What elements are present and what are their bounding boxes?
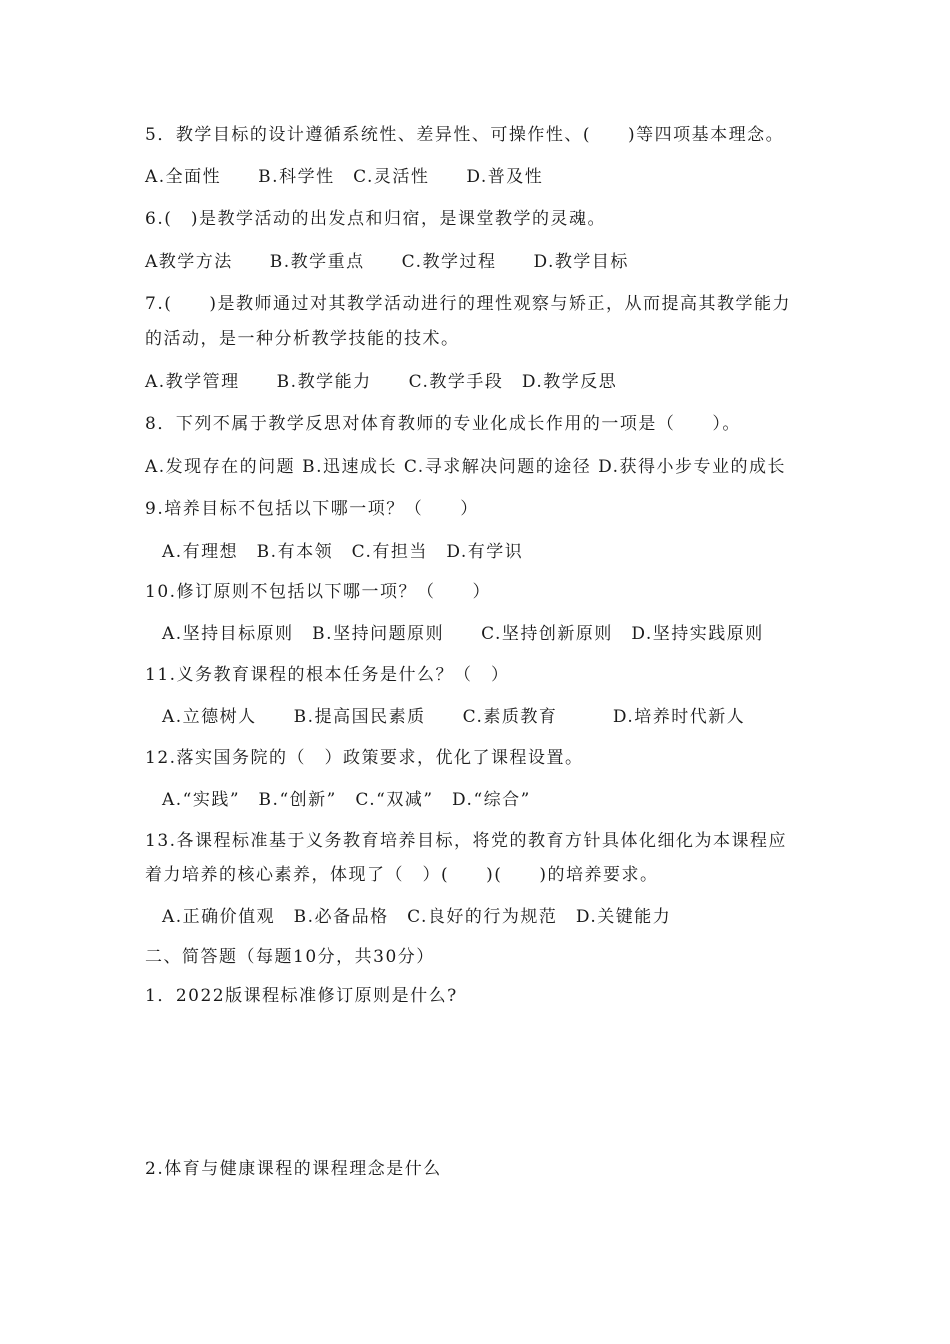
question-5: 5．教学目标的设计遵循系统性、差异性、可操作性、( )等四项基本理念。 [145,125,785,145]
question-7-line-2: 的活动，是一种分析教学技能的技术。 [145,329,460,349]
question-13-line-1: 13.各课程标准基于义务教育培养目标，将党的教育方针具体化细化为本课程应 [145,831,788,851]
question-8: 8．下列不属于教学反思对体育教师的专业化成长作用的一项是（ ）。 [145,414,741,434]
question-8-options: A.发现存在的问题 B.迅速成长 C.寻求解决问题的途径 D.获得小步专业的成长 [145,457,787,477]
question-11-options: A.立德树人 B.提高国民素质 C.素质教育 D.培养时代新人 [162,707,746,727]
question-10: 10.修订原则不包括以下哪一项？（ ） [145,582,492,602]
question-9: 9.培养目标不包括以下哪一项？（ ） [145,499,479,519]
question-12-options: A.“实践” B.“创新” C.“双减” D.“综合” [162,790,531,810]
question-10-options: A.坚持目标原则 B.坚持问题原则 C.坚持创新原则 D.坚持实践原则 [162,624,764,644]
question-13-line-2: 着力培养的核心素养，体现了（ ）( )( )的培养要求。 [145,865,659,885]
question-7-options: A.教学管理 B.教学能力 C.教学手段 D.教学反思 [145,372,618,392]
short-answer-2: 2.体育与健康课程的课程理念是什么 [145,1159,442,1179]
question-11: 11.义务教育课程的根本任务是什么？（ ） [145,665,510,685]
question-6-options: A教学方法 B.教学重点 C.教学过程 D.教学目标 [145,252,629,272]
short-answer-1: 1．2022版课程标准修订原则是什么? [145,986,458,1006]
question-13-options: A.正确价值观 B.必备品格 C.良好的行为规范 D.关键能力 [162,907,672,927]
question-9-options: A.有理想 B.有本领 C.有担当 D.有学识 [162,542,524,562]
question-12: 12.落实国务院的（ ）政策要求，优化了课程设置。 [145,748,584,768]
question-7-line-1: 7.( )是教师通过对其教学活动进行的理性观察与矫正，从而提高其教学能力 [145,294,791,314]
section-heading-short-answer: 二、简答题（每题10分，共30分） [145,947,435,967]
question-6: 6.( )是教学活动的出发点和归宿，是课堂教学的灵魂。 [145,209,606,229]
question-5-options: A.全面性 B.科学性 C.灵活性 D.普及性 [145,167,544,187]
